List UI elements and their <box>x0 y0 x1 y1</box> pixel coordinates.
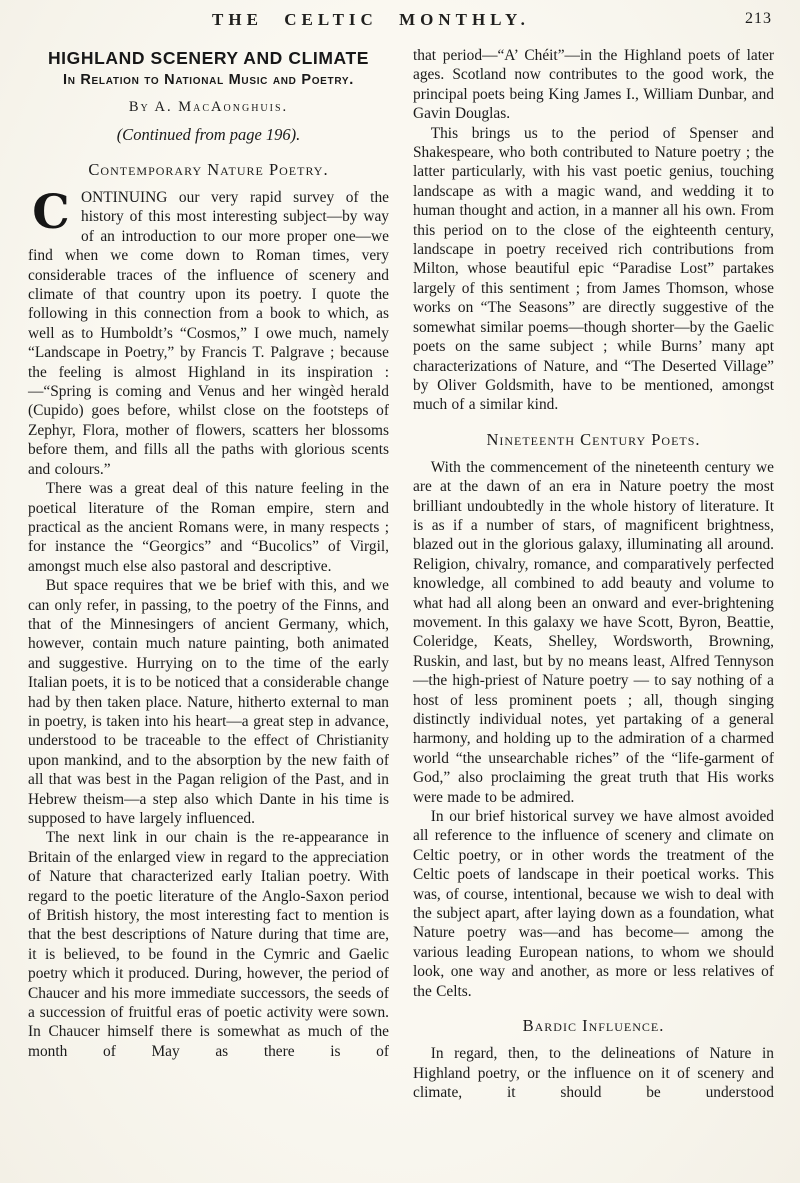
paragraph: But space requires that we be brief with this, and we can only refer, in passing, to the poetry of the Finns, and that of the Minnesingers of ancient Germany, which, however, contain much nature painting, both animated and suggestive. Hurrying on to the time of the early Italian poets, it is to be noticed that a considerable change had by then taken place. Nature, hitherto external to man in poetry, is taken into his heart—a great step in advance, understood to be traceable to the effect of Christianity upon mankind, and to the absorption by the new faith of all that was best in the Pagan religion of the Past, and in Hebrew theism—a step also which Dante in his time is supposed to have largely influenced. <box>28 577 389 827</box>
page-number: 213 <box>745 10 772 27</box>
article-title-line1: HIGHLAND SCENERY AND CLIMATE <box>47 48 370 68</box>
paragraph: With the commencement of the nineteenth century we are at the dawn of an era in Nature poetry the most brilliant undoubtedly in the whole history of literature. It is as if a number of stars, of magnificent brightness, blazed out in the glorious galaxy, illuminating all around. Religion, chivalry, romance, and comparatively perfected knowledge, all combined to add beauty and volume to what had all along been an onward and ever-brightening movement. In this galaxy we have Scott, Byron, Beattie, Coleridge, Keats, Shelley, Wordsworth, Browning, Ruskin, and last, but by no means least, Alfred Tennyson—the high-priest of Nature poetry — to say nothing of a host of less prominent poets ; all, though singing distinctly individual notes, yet partaking of a general harmony, and holding up to the admiration of a charmed world “the unsearchable riches” of the “life-garment of God,” also proclaiming the great truth that His works were made to be admired. <box>413 458 774 806</box>
journal-title: THE CELTIC MONTHLY. <box>212 10 530 29</box>
article-title <box>28 48 389 90</box>
section-heading-contemporary-nature-poetry: Contemporary Nature Poetry. <box>88 160 329 179</box>
left-column <box>28 46 389 1102</box>
paragraph: In our brief historical survey we have almost avoided all reference to the influence of scenery and climate on Celtic poetry, or in other words the treatment of the Celtic poets of landscape in their poetical works. This was, of course, intentional, because we wish to deal with the subject apart, after laying down as a foundation, what Nature poetry was—and has become— among the various leading European nations, to whom we should look, one way and another, as more or less relatives of the Celts. <box>413 808 774 1000</box>
section-heading-bardic-influence: Bardic Influence. <box>522 1016 665 1036</box>
page-header <box>28 10 774 38</box>
opening-paragraph <box>28 185 389 479</box>
paragraph: This brings us to the period of Spenser and Shakespeare, who both contributed to Nature poetry ; the latter particularly, with his vast poetic genius, touching landscape as with a magic wand, and wedding it to human thought and action, in a manner all his own. From this period on to the close of the eighteenth century, landscape in poetry received rich contributions from Milton, whose beautiful epic “Paradise Lost” partakes largely of this sentiment ; from James Thomson, whose works on “The Seasons” are directly suggestive of the somewhat similar poems—though shorter—by the Gaelic poets on the same subject ; while Burns’ many apt characterizations of Nature, and “The Deserted Village” by Oliver Goldsmith, have to be mentioned, amongst much of a similar kind. <box>413 124 774 414</box>
continuation-paragraph: that period—“A’ Chéit”—in the Highland poets of later ages. Scotland now contributes to the good work, the principal poets being King James I., William Dunbar, and Gavin Douglas. <box>413 47 774 123</box>
paragraph: The next link in our chain is the re-appearance in Britain of the enlarged view in regard to the appreciation of Nature that characterized early Italian poetry. With regard to the poetic literature of the Anglo-Saxon period of British history, the most interesting fact to mention is that the best descriptions of Nature during that time are, it is believed, to be found in the Cymric and Gaelic poetry which it produced. During, however, the period of Chaucer and his more immediate successors, the seeds of a succession of fruitful eras of poetic activity were sown. In Chaucer himself there is somewhat as much of the month of May as there is of <box>28 829 389 1060</box>
dropcap-letter: C <box>32 185 70 240</box>
right-column <box>413 46 774 1102</box>
article-title-line2: In Relation to National Music and Poetry. <box>62 72 355 88</box>
opening-paragraph-text: ONTINUING our very rapid survey of the history of this most interesting subject—by way of an introduction to our more proper one—we find when we come down to Roman times, very considerable traces of the influence of scenery and climate of that country upon its poetry. I quote the following in this connection from a book to which, as well as to Humboldt’s “Cosmos,” I owe much, namely “Landscape in Poetry,” by Francis T. Palgrave ; because the feeling is almost Highland in its inspiration :—“Spring is coming and Venus and her wingèd herald (Cupido) goes before, whilst close on the footsteps of Zephyr, Flora, mother of flowers, scatters her blossoms before them, and fills all the paths with glorious scents and colours.” <box>28 189 389 478</box>
section-heading-nineteenth-century-poets: Nineteenth Century Poets. <box>486 429 701 449</box>
article-columns <box>28 46 774 1102</box>
paragraph: There was a great deal of this nature feeling in the poetical literature of the Roman empire, stern and practical as the ancient Romans were, in many respects ; for instance the “Georgics” and “Bucolics” of Virgil, amongst much else also pastoral and descriptive. <box>28 480 389 575</box>
paragraph: In regard, then, to the delineations of Nature in Highland poetry, or the influence on it of scenery and climate, it should be understood <box>413 1045 774 1101</box>
continuation-note: (Continued from page 196). <box>116 125 301 144</box>
byline: By A. MacAonghuis. <box>128 99 289 115</box>
